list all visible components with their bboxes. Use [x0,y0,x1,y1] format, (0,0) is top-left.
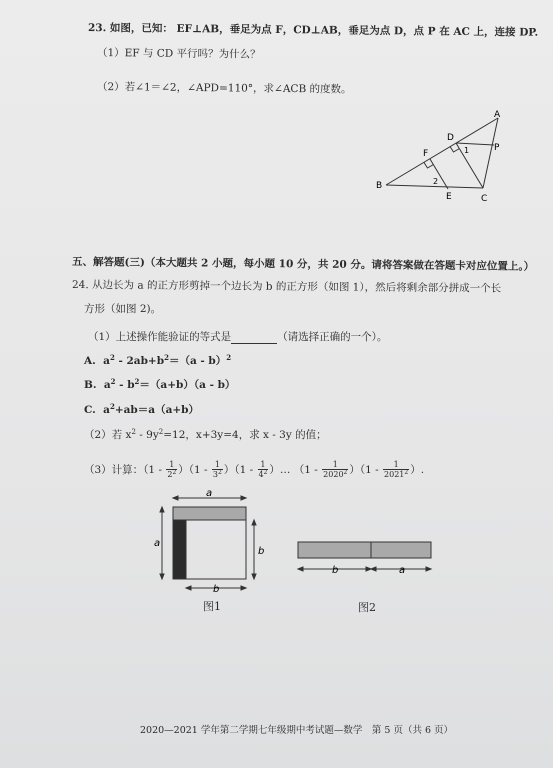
arrowhead [241,586,246,590]
option-c: C. $a^2+ab=a(a+b)$ [84,402,200,416]
q24-part1 [88,330,387,344]
small-square-b [186,520,246,579]
q24-part1-prefix: （1）上述操作能验证的等式是 [88,331,232,343]
arrowhead [252,574,256,579]
label-B: B [376,181,383,191]
section-5-title: 五、解答题(三)（本大题共 2 小题，每小题 10 分，共 20 分。请将答案做在答题卡对应位置上。） [71,256,535,273]
q23-part2: （2）若∠1＝∠2，∠APD=110°，求∠ACB 的度数。 [96,81,352,96]
angle-1-label: 1 [464,146,470,155]
segment-AC [483,118,498,188]
arrowhead [252,520,256,525]
segment-AB [386,118,498,185]
page-footer: 2020—2021 学年第二学期七年级期中考试题—数学 第 5 页（共 6 页） [140,725,454,736]
arrowhead [186,586,191,590]
label-C: C [481,194,488,204]
arrowhead [426,567,431,571]
strip-b-part [298,542,371,558]
arrowhead [173,496,178,500]
q23-heading: 23. 如图，已知： EF⊥AB，垂足为点 F，CD⊥AB，垂足为点 D，点 P 在 AC 上，连接 DP. [87,22,539,39]
shaded-strip-left [173,520,186,579]
fig1-label-b-right: b [258,546,265,557]
q24-part3-label: （3）计算： [84,464,144,476]
figure-1 [150,488,270,598]
q24-part2-mid: - 9y [135,429,159,441]
q24-part3: （3）计算：（1 - $\frac{1}{2^2}$ ）（1 - $\frac{1}{3^2}$ ）（1 - $\frac{1}{4^2}$ ）… （1 - $\frac{1}{2020^2}$ ）（1 - $\frac{1}{2021^2}$ ）. [84,460,425,479]
figure-2 [296,536,436,580]
option-c-label: C. [84,404,96,416]
label-F: F [423,149,429,159]
q23-geometry-figure [370,110,520,205]
fig1-label-a-top: a [206,488,213,499]
strip-a-part [371,542,431,558]
q24-part2: （2）若 $x^2 - 9y^2=12$，x+3y=4，求 x - 3y 的值； [84,428,327,441]
fig1-label-b-bottom: b [213,584,220,595]
q24-stem-line2: 方形（如图 2)。 [84,303,162,315]
option-a: A. $a^2 - 2ab+b^2=(a - b)^2$ [84,353,232,367]
q24-part1-suffix: （请选择正确的一个）。 [277,331,388,343]
figure-1-caption: 图1 [203,600,221,613]
q24-part2-suffix: =12，x+3y=4，求 x - 3y 的值； [163,429,327,441]
arrowhead [371,567,376,571]
arrowhead [241,496,246,500]
fig2-label-a: a [399,565,406,576]
option-b-label: B. [84,379,97,391]
q24-stem-line1: 24. 从边长为 a 的正方形剪掉一个边长为 b 的正方形（如图 1），然后将剩余部分拼成一个长 [71,279,502,295]
shaded-strip-top [173,507,246,520]
arrowhead [160,574,164,579]
arrowhead [160,507,164,512]
q23-part1: （1）EF 与 CD 平行吗？为什么？ [96,47,261,61]
option-a-label: A. [84,355,96,367]
fig2-label-b: b [332,565,339,576]
segment-CD [456,143,483,188]
fig1-label-a-left: a [154,538,161,549]
label-D: D [447,133,454,143]
angle-2-label: 2 [433,177,439,186]
label-E: E [446,192,452,202]
label-A: A [494,110,501,120]
segment-DP [456,143,494,145]
answer-blank [231,333,277,344]
q24-part2-prefix: （2）若 x [84,429,132,441]
figure-2-caption: 图2 [358,601,376,614]
label-P: P [494,143,500,153]
option-b: B. $a^2 - b^2=(a+b)(a - b)$ [84,377,236,391]
arrowhead [298,567,303,571]
